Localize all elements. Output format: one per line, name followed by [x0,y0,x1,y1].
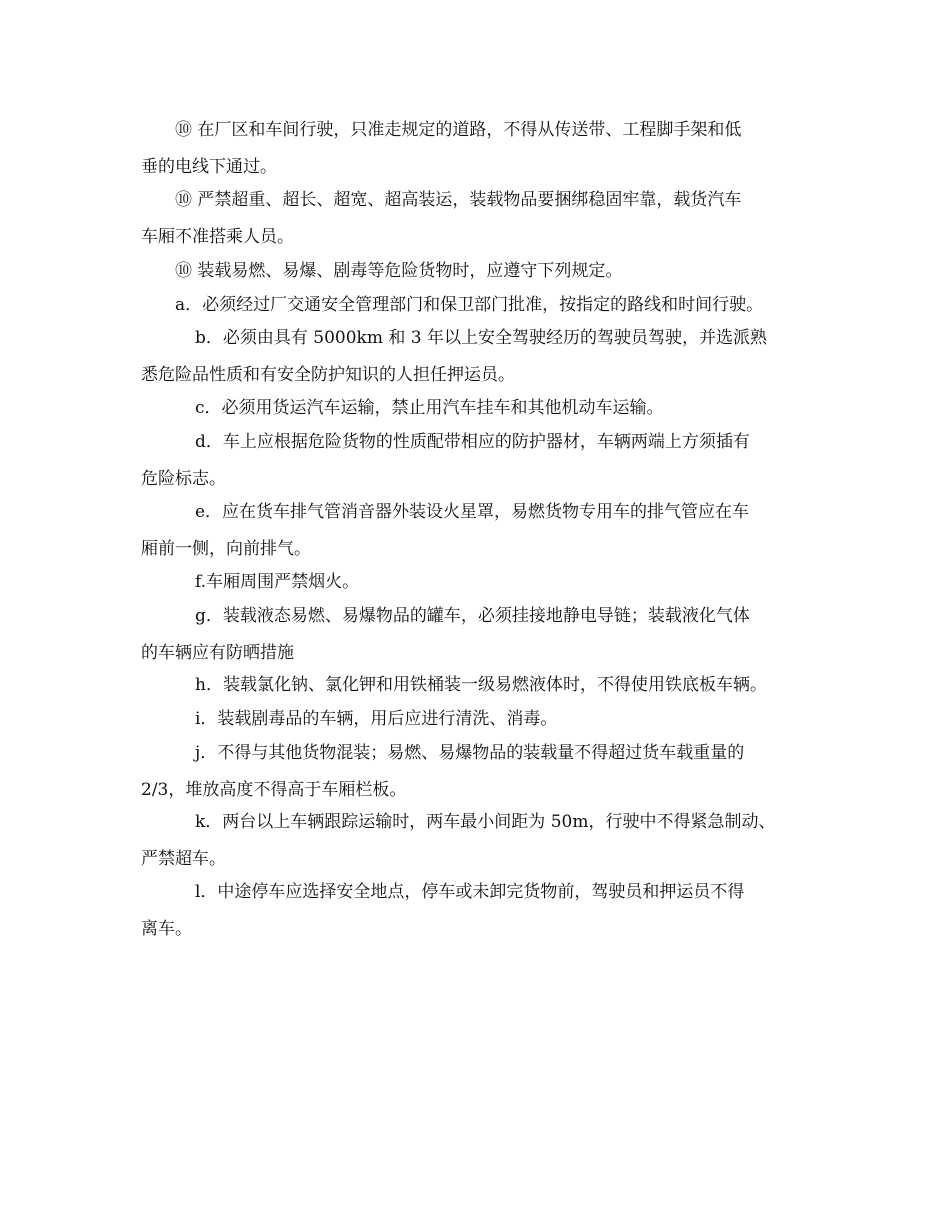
paragraph-line: 危险标志。 [141,469,226,489]
paragraph-line: 的车辆应有防晒措施 [141,643,294,663]
paragraph-line: h．装载氯化钠、氯化钾和用铁桶装一级易燃液体时，不得使用铁底板车辆。 [195,675,767,695]
paragraph-line: k．两台以上车辆跟踪运输时，两车最小间距为 50m，行驶中不得紧急制动、 [195,812,776,832]
rule-item-k [141,804,811,878]
rule-item-h [141,667,811,704]
paragraph-line: 悉危险品性质和有安全防护知识的人担任押运员。 [141,365,515,385]
paragraph-1 [141,112,811,186]
paragraph-line: e．应在货车排气管消音器外装设火星罩，易燃货物专用车的排气管应在车 [195,502,750,522]
paragraph-line: a．必须经过厂交通安全管理部门和保卫部门批准，按指定的路线和时间行驶。 [175,295,764,315]
paragraph-line: g．装载液态易燃、易爆物品的罐车，必须挂接地静电导链；装载液化气体 [195,606,750,626]
paragraph-line: 车厢不准搭乘人员。 [141,227,294,247]
paragraph-line: c．必须用货运汽车运输，禁止用汽车挂车和其他机动车运输。 [195,398,664,418]
paragraph-line: f.车厢周围严禁烟火。 [195,572,360,592]
paragraph-line: ⑩ 装载易燃、易爆、剧毒等危险货物时，应遵守下列规定。 [175,261,623,281]
paragraph-line: j．不得与其他货物混装；易燃、易爆物品的装载量不得超过货车载重量的 [195,743,745,763]
paragraph-line: 垂的电线下通过。 [141,157,277,177]
paragraph-line: b．必须由具有 5000km 和 3 年以上安全驾驶经历的驾驶员驾驶，并选派熟 [195,328,767,348]
rule-item-a [141,287,811,324]
rule-item-f [141,564,811,601]
rule-item-i [141,701,811,738]
paragraph-line: i．装载剧毒品的车辆，用后应进行清洗、消毒。 [195,709,558,729]
paragraph-line: 2/3，堆放高度不得高于车厢栏板。 [141,780,407,800]
paragraph-3 [141,253,811,290]
paragraph-line: ⑩ 严禁超重、超长、超宽、超高装运，装载物品要捆绑稳固牢靠，载货汽车 [175,190,742,210]
paragraph-line: ⑩ 在厂区和车间行驶，只准走规定的道路，不得从传送带、工程脚手架和低 [175,120,742,140]
paragraph-line: 离车。 [141,919,192,939]
rule-item-b [141,320,811,394]
rule-item-l [141,874,811,948]
paragraph-line: 厢前一侧，向前排气。 [141,539,311,559]
paragraph-line: 严禁超车。 [141,849,226,869]
rule-item-d [141,424,811,498]
rule-item-g [141,598,811,672]
rule-item-j [141,735,811,809]
paragraph-2 [141,182,811,256]
paragraph-line: d．车上应根据危险货物的性质配带相应的防护器材，车辆两端上方须插有 [195,432,750,452]
paragraph-line: l．中途停车应选择安全地点，停车或未卸完货物前，驾驶员和押运员不得 [195,882,745,902]
rule-item-e [141,494,811,568]
rule-item-c [141,390,811,427]
